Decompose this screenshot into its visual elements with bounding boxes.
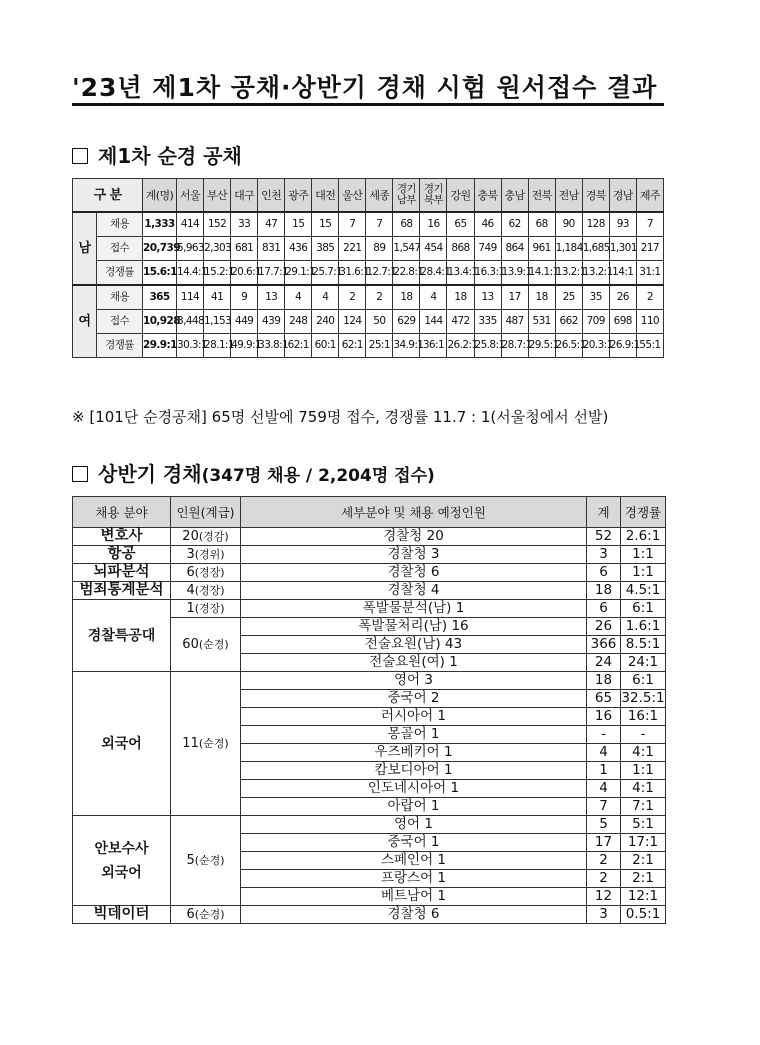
region-value: 335	[474, 310, 501, 334]
region-value: 831	[258, 237, 285, 261]
rank-grade: (경위)	[194, 548, 225, 561]
rank-number: 6	[186, 907, 195, 922]
region-value: 7	[339, 212, 366, 237]
detail-cell: 경찰청 20	[241, 528, 587, 546]
region-header: 충북	[474, 179, 501, 213]
competition-ratio: 12:1	[621, 888, 666, 906]
detail-cell: 영어 1	[241, 816, 587, 834]
region-value: 28.7:1	[501, 334, 528, 358]
row-category: 채용	[97, 212, 143, 237]
recruit-field-label-line2: 외국어	[101, 864, 142, 881]
rank-count	[171, 816, 241, 906]
region-value: 1,547	[393, 237, 420, 261]
region-value: 414	[177, 212, 204, 237]
rank-count	[171, 906, 241, 924]
row-total: 15.6:1	[143, 261, 177, 286]
region-value: 13.9:1	[501, 261, 528, 286]
region-value: 2	[366, 285, 393, 310]
region-value: 221	[339, 237, 366, 261]
applicant-count: 17	[587, 834, 621, 852]
applicant-count: 6	[587, 564, 621, 582]
rank-count	[171, 546, 241, 564]
detail-cell: 중국어 1	[241, 834, 587, 852]
competition-ratio: 8.5:1	[621, 636, 666, 654]
region-header: 강원	[447, 179, 474, 213]
detail-cell: 경찰청 6	[241, 906, 587, 924]
region-value: 114	[177, 285, 204, 310]
table1-row	[73, 212, 664, 237]
region-value: 62:1	[285, 334, 312, 358]
detail-cell: 몽골어 1	[241, 726, 587, 744]
applicant-count: -	[587, 726, 621, 744]
table2-row	[73, 582, 666, 600]
rank-count	[171, 582, 241, 600]
region-header: 대구	[231, 179, 258, 213]
rank-number: 4	[186, 583, 195, 598]
competition-ratio: 6:1	[621, 600, 666, 618]
table1-row	[73, 334, 664, 358]
region-value: 18	[393, 285, 420, 310]
field-header: 채용 분야	[73, 497, 171, 528]
recruit-field	[73, 600, 171, 672]
table1-header-row	[73, 179, 664, 213]
recruit-field-label: 항공	[107, 546, 136, 562]
region-value: 1,301	[609, 237, 636, 261]
region-value: 449	[231, 310, 258, 334]
row-total: 29.9:1	[143, 334, 177, 358]
region-value: 35	[582, 285, 609, 310]
region-value: 144	[420, 310, 447, 334]
region-value: 33.8:1	[258, 334, 285, 358]
applicant-count: 65	[587, 690, 621, 708]
competition-ratio: 4.5:1	[621, 582, 666, 600]
region-value: 662	[555, 310, 582, 334]
region-value: 749	[474, 237, 501, 261]
region-value: 14.1:1	[528, 261, 555, 286]
applicant-count: 3	[587, 906, 621, 924]
section1-heading	[72, 140, 242, 169]
region-value: 90	[555, 212, 582, 237]
row-category: 접수	[97, 237, 143, 261]
competition-ratio: 32.5:1	[621, 690, 665, 706]
applicant-count: 5	[587, 816, 621, 834]
row-category: 채용	[97, 285, 143, 310]
row-category: 경쟁률	[97, 261, 143, 286]
table2-row	[73, 672, 666, 690]
recruit-field	[73, 564, 171, 582]
competition-ratio: 2:1	[621, 852, 666, 870]
table2-row	[73, 564, 666, 582]
recruit-field-label: 변호사	[100, 528, 143, 544]
region-value: 25	[555, 285, 582, 310]
rank-count	[171, 600, 241, 618]
detail-cell: 폭발물처리(남) 16	[241, 618, 587, 636]
recruit-field	[73, 582, 171, 600]
region-value: 60:1	[312, 334, 339, 358]
region-value: 531	[528, 310, 555, 334]
detail-cell: 러시아어 1	[241, 708, 587, 726]
rank-count	[171, 618, 241, 672]
region-value: 25.7:1	[312, 261, 339, 286]
detail-cell: 스페인어 1	[241, 852, 587, 870]
competition-ratio: 2.6:1	[621, 528, 666, 546]
competition-ratio: 5:1	[621, 816, 666, 834]
region-value: 1,685	[582, 237, 609, 261]
recruit-field	[73, 816, 171, 906]
detail-cell: 전술요원(남) 43	[241, 636, 587, 654]
page-title: '23년 제1차 공채·상반기 경채 시험 원서접수 결과	[72, 73, 658, 102]
competition-ratio: 16:1	[621, 708, 666, 726]
rank-count	[171, 672, 241, 816]
competition-ratio: 1:1	[621, 546, 666, 564]
row-total: 1,333	[143, 212, 177, 237]
recruit-field-label: 범죄통계분석	[79, 582, 164, 598]
region-header: 인천	[258, 179, 285, 213]
region-value: 15.2:1	[204, 261, 231, 286]
region-value: 961	[528, 237, 555, 261]
region-value: 26.2:1	[447, 334, 474, 358]
region-value: 5,963	[177, 237, 204, 261]
region-value: 864	[501, 237, 528, 261]
row-total: 10,928	[143, 310, 177, 334]
region-value: 46	[474, 212, 501, 237]
region-value: 14:1	[609, 261, 636, 286]
table2-header-row	[73, 497, 666, 528]
recruit-field	[73, 672, 171, 816]
rank-number: 1	[186, 601, 195, 616]
region-value: 709	[582, 310, 609, 334]
applicant-count: 26	[587, 618, 621, 636]
table2-row	[73, 528, 666, 546]
title-underline	[72, 103, 664, 106]
gender-label: 남	[73, 212, 97, 285]
region-value: 4	[285, 285, 312, 310]
recruit-field	[73, 906, 171, 924]
table2-row	[73, 906, 666, 924]
region-value: 25.8:1	[474, 334, 501, 358]
region-value: 240	[312, 310, 339, 334]
detail-cell: 베트남어 1	[241, 888, 587, 906]
region-value: 2,303	[204, 237, 231, 261]
recruit-field-label: 경찰특공대	[87, 627, 156, 644]
region-value: 18	[528, 285, 555, 310]
section2-heading	[72, 458, 435, 487]
region-value: 13	[258, 285, 285, 310]
region-value: 55:1	[636, 334, 663, 358]
competition-ratio: 4:1	[621, 744, 666, 762]
region-value: 2	[339, 285, 366, 310]
region-value: 4	[312, 285, 339, 310]
rank-number: 20	[182, 529, 199, 544]
checkbox-square-icon	[72, 148, 88, 164]
region-value: 16.3:1	[474, 261, 501, 286]
applicant-count: 12	[587, 888, 621, 906]
region-value: 385	[312, 237, 339, 261]
applicant-count: 7	[587, 798, 621, 816]
region-value: 41	[204, 285, 231, 310]
region-value: 30.3:1	[177, 334, 204, 358]
region-header: 경기남부	[393, 179, 420, 213]
table1-row	[73, 237, 664, 261]
region-value: 33	[231, 212, 258, 237]
region-value: 13.2:1	[582, 261, 609, 286]
region-header: 제주	[636, 179, 663, 213]
region-value: 26	[609, 285, 636, 310]
region-value: 26.9:1	[609, 334, 636, 358]
region-value: 16	[420, 212, 447, 237]
competition-ratio: 1:1	[621, 564, 666, 582]
region-value: 13.2:1	[555, 261, 582, 286]
competition-ratio: 2:1	[621, 870, 666, 888]
table2-row	[73, 546, 666, 564]
region-value: 128	[582, 212, 609, 237]
section2-heading-text: 상반기 경채	[98, 462, 202, 486]
region-header: 충남	[501, 179, 528, 213]
competition-ratio: 1:1	[621, 762, 666, 780]
competition-ratio: 24:1	[621, 654, 666, 672]
gender-label: 여	[73, 285, 97, 358]
detail-cell: 경찰청 4	[241, 582, 587, 600]
detail-header: 세부분야 및 채용 예정인원	[241, 497, 587, 528]
competition-ratio: 4:1	[621, 780, 666, 798]
competition-ratio: 6:1	[621, 672, 666, 690]
detail-cell: 아랍어 1	[241, 798, 587, 816]
region-value: 698	[609, 310, 636, 334]
applicant-count: 2	[587, 870, 621, 888]
region-value: 25:1	[366, 334, 393, 358]
open-recruitment-table	[72, 178, 664, 358]
gubun-header: 구 분	[73, 179, 143, 213]
recruit-field-label: 외국어	[101, 735, 142, 752]
table2-row	[73, 600, 666, 618]
region-value: 17	[501, 285, 528, 310]
detail-cell: 프랑스어 1	[241, 870, 587, 888]
rank-grade: (순경)	[198, 638, 229, 651]
detail-cell: 전술요원(여) 1	[241, 654, 587, 672]
region-header: 전남	[555, 179, 582, 213]
recruit-field-label: 안보수사	[94, 840, 149, 857]
region-value: 487	[501, 310, 528, 334]
region-value: 15	[285, 212, 312, 237]
region-value: 31:1	[636, 261, 663, 286]
region-value: 68	[393, 212, 420, 237]
region-value: 36:1	[420, 334, 447, 358]
applicant-count: 2	[587, 852, 621, 870]
region-value: 68	[528, 212, 555, 237]
rank-number: 11	[182, 736, 199, 751]
applicant-count: 52	[587, 528, 621, 546]
career-recruitment-table	[72, 496, 666, 924]
applicant-count: 3	[587, 546, 621, 564]
region-value: 89	[366, 237, 393, 261]
region-value: 681	[231, 237, 258, 261]
detail-cell: 중국어 2	[241, 690, 587, 708]
region-value: 28.1:1	[204, 334, 231, 358]
region-value: 454	[420, 237, 447, 261]
region-header: 경남	[609, 179, 636, 213]
checkbox-square-icon	[72, 466, 88, 482]
region-value: 13.4:1	[447, 261, 474, 286]
row-total: 20,739	[143, 237, 177, 261]
rank-header: 인원(계급)	[171, 497, 241, 528]
rank-number: 6	[186, 565, 195, 580]
region-value: 1,153	[204, 310, 231, 334]
recruit-field-label: 뇌파분석	[93, 564, 150, 580]
applicant-count: 4	[587, 744, 621, 762]
region-value: 7	[636, 212, 663, 237]
detail-cell: 경찰청 6	[241, 564, 587, 582]
region-value: 28.4:1	[420, 261, 447, 286]
region-value: 4	[420, 285, 447, 310]
region-value: 629	[393, 310, 420, 334]
region-value: 50	[366, 310, 393, 334]
region-value: 17.7:1	[258, 261, 285, 286]
rank-grade: (경장)	[194, 584, 225, 597]
rank-grade: (순경)	[194, 908, 225, 921]
region-value: 29.5:1	[528, 334, 555, 358]
region-value: 9	[231, 285, 258, 310]
detail-cell: 경찰청 3	[241, 546, 587, 564]
applicant-count: 16	[587, 708, 621, 726]
region-value: 20.6:1	[231, 261, 258, 286]
section1-heading-text: 제1차 순경 공채	[98, 144, 242, 168]
region-value: 152	[204, 212, 231, 237]
recruit-field	[73, 528, 171, 546]
table2-row	[73, 816, 666, 834]
region-header: 부산	[204, 179, 231, 213]
region-value: 13	[474, 285, 501, 310]
row-category: 경쟁률	[97, 334, 143, 358]
rank-grade: (경감)	[198, 530, 229, 543]
region-value: 3,448	[177, 310, 204, 334]
detail-cell: 우즈베키어 1	[241, 744, 587, 762]
applicant-count: 366	[587, 636, 621, 654]
rank-grade: (순경)	[198, 737, 229, 750]
region-header: 대전	[312, 179, 339, 213]
rank-count	[171, 528, 241, 546]
region-value: 439	[258, 310, 285, 334]
competition-ratio: 7:1	[621, 798, 666, 816]
row-category: 접수	[97, 310, 143, 334]
table1-row	[73, 285, 664, 310]
region-value: 2	[636, 285, 663, 310]
competition-ratio: -	[621, 726, 666, 744]
region-value: 472	[447, 310, 474, 334]
applicant-count: 1	[587, 762, 621, 780]
applicant-count: 4	[587, 780, 621, 798]
region-value: 12.7:1	[366, 261, 393, 286]
applicant-count: 18	[587, 582, 621, 600]
recruit-field-label: 빅데이터	[93, 906, 150, 922]
region-value: 868	[447, 237, 474, 261]
rank-count	[171, 564, 241, 582]
region-value: 217	[636, 237, 663, 261]
rank-grade: (경장)	[194, 566, 225, 579]
rank-number: 5	[186, 853, 195, 868]
region-header: 울산	[339, 179, 366, 213]
region-value: 93	[609, 212, 636, 237]
region-value: 47	[258, 212, 285, 237]
region-header: 광주	[285, 179, 312, 213]
region-value: 1,184	[555, 237, 582, 261]
ratio-header: 경쟁률	[621, 497, 666, 528]
applicant-count: 24	[587, 654, 621, 672]
region-value: 31.6:1	[339, 261, 366, 286]
region-value: 29.1:1	[285, 261, 312, 286]
rank-grade: (경장)	[194, 602, 225, 615]
applicant-count: 6	[587, 600, 621, 618]
region-value: 62	[501, 212, 528, 237]
rank-number: 3	[186, 547, 195, 562]
row-total: 365	[143, 285, 177, 310]
total-header: 계(명)	[143, 179, 177, 213]
table1-row	[73, 261, 664, 286]
detail-cell: 영어 3	[241, 672, 587, 690]
region-value: 124	[339, 310, 366, 334]
detail-cell: 캄보디아어 1	[241, 762, 587, 780]
region-value: 110	[636, 310, 663, 334]
region-value: 248	[285, 310, 312, 334]
region-value: 20.3:1	[582, 334, 609, 358]
detail-cell: 폭발물분석(남) 1	[241, 600, 587, 618]
region-header: 경기북부	[420, 179, 447, 213]
footnote: ※ [101단 순경공채] 65명 선발에 759명 접수, 경쟁률 11.7 : 1(서울청에서 선발)	[72, 408, 609, 426]
region-value: 14.4:1	[177, 261, 204, 286]
detail-cell: 인도네시아어 1	[241, 780, 587, 798]
region-value: 62:1	[339, 334, 366, 358]
region-header: 세종	[366, 179, 393, 213]
region-value: 34.9:1	[393, 334, 420, 358]
region-value: 49.9:1	[231, 334, 258, 358]
region-value: 7	[366, 212, 393, 237]
competition-ratio: 0.5:1	[621, 906, 666, 924]
region-value: 436	[285, 237, 312, 261]
region-header: 전북	[528, 179, 555, 213]
region-header: 서울	[177, 179, 204, 213]
applicant-count: 18	[587, 672, 621, 690]
recruit-field	[73, 546, 171, 564]
region-header: 경북	[582, 179, 609, 213]
region-value: 26.5:1	[555, 334, 582, 358]
sum-header: 계	[587, 497, 621, 528]
region-value: 65	[447, 212, 474, 237]
competition-ratio: 17:1	[621, 834, 666, 852]
region-value: 15	[312, 212, 339, 237]
section2-heading-sub: (347명 채용 / 2,204명 접수)	[201, 466, 435, 486]
rank-number: 60	[182, 637, 199, 652]
region-value: 22.8:1	[393, 261, 420, 286]
rank-grade: (순경)	[194, 854, 225, 867]
table1-row	[73, 310, 664, 334]
region-value: 18	[447, 285, 474, 310]
competition-ratio: 1.6:1	[621, 618, 666, 636]
